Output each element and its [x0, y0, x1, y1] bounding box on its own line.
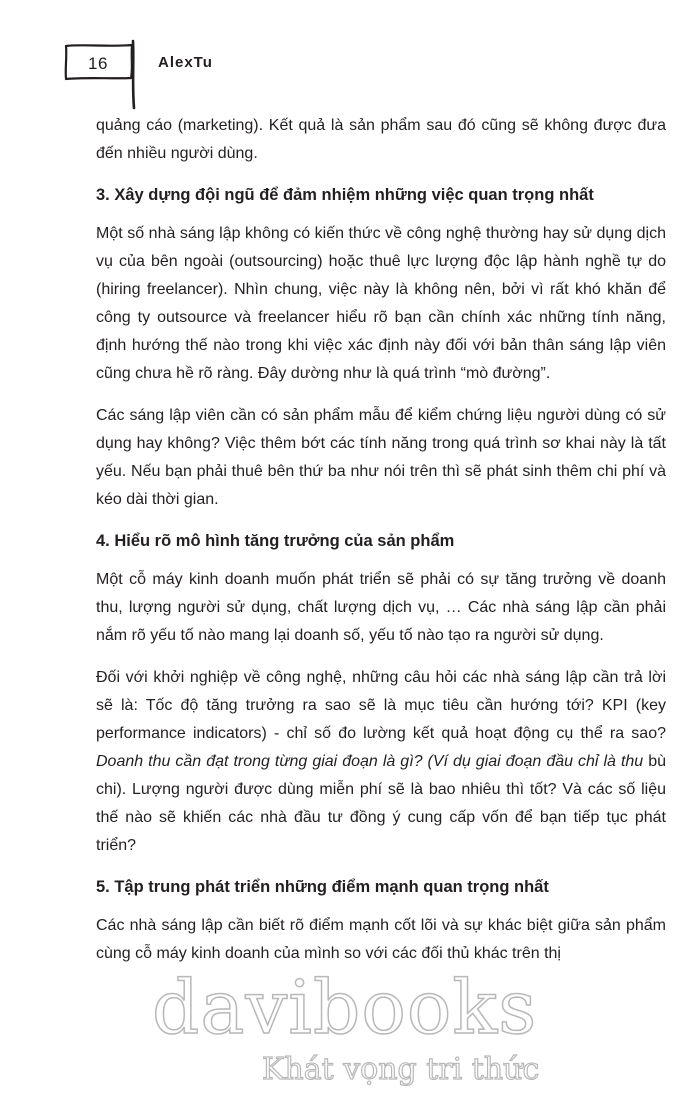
paragraph: Một cỗ máy kinh doanh muốn phát triển sẽ phải có sự tăng trưởng về doanh thu, lượng người sử dụng, chất lượng dịch vụ, … Các nhà sáng lập cần phải nắm rõ yếu tố nào mang lại doanh số, yếu tố nào tạo ra người sử dụng.	[96, 571, 666, 644]
paragraph	[96, 664, 666, 860]
paragraph: Các nhà sáng lập cần biết rõ điểm mạnh cốt lõi và sự khác biệt giữa sản phẩm cùng cỗ máy kinh doanh của mình so với các đối thủ khác trên thị	[96, 917, 666, 962]
page-body	[96, 112, 666, 982]
section-heading: 3. Xây dựng đội ngũ để đảm nhiệm những việc quan trọng nhất	[96, 186, 594, 204]
paragraph: Một số nhà sáng lập không có kiến thức về công nghệ thường hay sử dụng dịch vụ của bên ngoài (outsourcing) hoặc thuê lực lượng độc lập hành nghề tự do (hiring freelancer). Nhìn chung, việc này là không nên, bởi vì rất khó khăn để công ty outsource và freelancer hiểu rõ bạn cần chính xác những tính năng, định hướng thế nào trong khi việc xác định này đối với bản thân sáng lập viên cũng chưa hề rõ ràng. Đây dường như là quá trình “mò đường”.	[96, 225, 666, 382]
text-run: bù chi). Lượng người được dùng miễn phí sẽ là bao nhiêu thì tốt? Và các số liệu thế nào sẽ khiến các nhà đầu tư đồng ý cung cấp vốn để bạn tiếp tục phát triển?	[96, 753, 666, 854]
section-heading: 4. Hiểu rõ mô hình tăng trưởng của sản phẩm	[96, 532, 455, 550]
italic-text: Doanh thu cần đạt trong từng giai đoạn là gì? (Ví dụ giai đoạn đầu chỉ là thu	[96, 753, 644, 770]
watermark-tagline: Khát vọng tri thức	[262, 1052, 540, 1087]
page-number: 16	[88, 54, 108, 73]
text-run: Đối với khởi nghiệp về công nghệ, những câu hỏi các nhà sáng lập cần trả lời sẽ là: Tốc độ tăng trưởng ra sao sẽ là mục tiêu cần hướng tới? KPI (key performance indicators) - chỉ số đo lường kết quả hoạt động cụ thể ra sao?	[96, 669, 666, 742]
flag-icon	[60, 38, 144, 110]
paragraph: Các sáng lập viên cần có sản phẩm mẫu để kiểm chứng liệu người dùng có sử dụng hay không? Việc thêm bớt các tính năng trong quá trình sơ khai này là tất yếu. Nếu bạn phải thuê bên thứ ba như nói trên thì sẽ phát sinh thêm chi phí và kéo dài thời gian.	[96, 407, 666, 508]
watermark	[0, 965, 700, 1096]
section-heading: 5. Tập trung phát triển những điểm mạnh quan trọng nhất	[96, 878, 549, 896]
paragraph: quảng cáo (marketing). Kết quả là sản phẩm sau đó cũng sẽ không được đưa đến nhiều người dùng.	[96, 117, 666, 162]
running-header-author: AlexTu	[158, 54, 213, 71]
page-header	[0, 0, 700, 110]
watermark-brand: davibooks	[152, 965, 538, 1051]
